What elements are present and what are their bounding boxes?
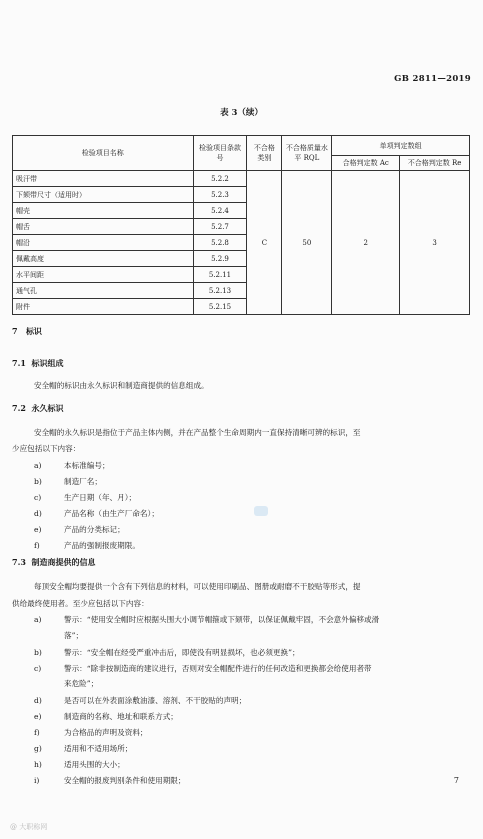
section-7-1-heading	[12, 358, 64, 369]
list-item: g) 适用和不适用场所；	[34, 744, 133, 753]
item-name: 水平间距	[13, 267, 194, 283]
section-7-3-heading	[12, 557, 96, 568]
section-title: 标识	[25, 326, 42, 336]
header-category: 不合格类别	[247, 136, 282, 171]
list-item: d) 产品名称（由生产厂命名）；	[34, 509, 159, 518]
item-name: 吸汗带	[13, 171, 194, 187]
section-number: 7.3	[12, 557, 26, 567]
item-name: 附件	[13, 299, 194, 315]
header-clause: 检验项目条款号	[193, 136, 247, 171]
section-number: 7	[12, 326, 18, 336]
item-clause: 5.2.4	[193, 203, 247, 219]
watermark: @ 大职称网	[10, 823, 48, 831]
section-7-2-heading	[12, 403, 64, 414]
standard-number: GB 2811—2019	[394, 74, 471, 84]
ac-cell: 2	[332, 171, 400, 315]
section-7-3-body-line2: 供给最终使用者。至少应包括以下内容：	[12, 599, 149, 608]
header-re: 不合格判定数 Re	[400, 156, 470, 171]
section-7-1-body: 安全帽的标识由永久标识和制造商提供的信息组成。	[34, 381, 209, 390]
item-name: 通气孔	[13, 283, 194, 299]
page-number: 7	[453, 776, 459, 785]
item-name: 帽舌	[13, 219, 194, 235]
list-item: e) 产品的分类标记；	[34, 525, 125, 534]
header-ac: 合格判定数 Ac	[332, 156, 400, 171]
list-item: b) 警示：“安全帽在经受严重冲击后，即使没有明显损坏，也必须更换”；	[34, 648, 300, 657]
inspection-table	[12, 135, 470, 315]
section-7-3-body-line1: 每顶安全帽均要提供一个含有下列信息的材料，可以使用印刷品、图册或耐磨不干胶贴等形式，提	[34, 582, 361, 591]
list-item: f) 产品的强制报废期限。	[34, 541, 140, 550]
item-clause: 5.2.2	[193, 171, 247, 187]
list-item: h) 适用头围的大小；	[34, 760, 125, 769]
list-item: i) 安全帽的报废判别条件和使用期限；	[34, 776, 186, 785]
header-rql: 不合格质量水平 RQL	[282, 136, 332, 171]
section-title: 永久标识	[31, 403, 64, 413]
section-title: 制造商提供的信息	[31, 557, 96, 567]
header-item-name: 检验项目名称	[13, 136, 194, 171]
stamp-mark	[254, 506, 268, 516]
table-caption: 表 3（续）	[220, 108, 263, 118]
section-7-heading	[12, 326, 42, 337]
list-item: d) 是否可以在外表面涂敷油漆、溶剂、不干胶贴的声明；	[34, 696, 247, 705]
item-name: 帽壳	[13, 203, 194, 219]
header-decision-group: 单项判定数组	[332, 136, 470, 156]
list-item-continuation: 落”；	[64, 631, 84, 640]
list-item: c) 警示：“除非按制造商的建议进行，否则对安全帽配件进行的任何改造和更换都会给使用者带	[34, 664, 372, 673]
item-clause: 5.2.11	[193, 267, 247, 283]
section-number: 7.1	[12, 358, 26, 368]
section-7-2-body-line1: 安全帽的永久标识是指位于产品主体内侧，并在产品整个生命周期内一直保持清晰可辨的标识，至	[34, 428, 361, 437]
item-name: 佩戴高度	[13, 251, 194, 267]
section-title: 标识组成	[31, 358, 64, 368]
item-clause: 5.2.8	[193, 235, 247, 251]
list-item: c) 生产日期（年、月）；	[34, 493, 137, 502]
re-cell: 3	[400, 171, 470, 315]
item-clause: 5.2.3	[193, 187, 247, 203]
section-number: 7.2	[12, 403, 26, 413]
list-item-continuation: 来危险”；	[64, 679, 99, 688]
list-item: f) 为合格品的声明及资料；	[34, 728, 148, 737]
section-7-2-body-line2: 少应包括以下内容：	[12, 444, 81, 453]
item-name: 帽沿	[13, 235, 194, 251]
list-item: a) 警示：“使用安全帽时应根据头围大小调节帽箍或下颏带，以保证佩戴牢固，不会意外偏移或滑	[34, 615, 380, 624]
category-cell: C	[247, 171, 282, 315]
table-row	[13, 171, 470, 187]
item-clause: 5.2.15	[193, 299, 247, 315]
list-item: b) 制造厂名；	[34, 477, 102, 486]
list-item: e) 制造商的名称、地址和联系方式；	[34, 712, 178, 721]
item-clause: 5.2.7	[193, 219, 247, 235]
item-clause: 5.2.9	[193, 251, 247, 267]
item-clause: 5.2.13	[193, 283, 247, 299]
rql-cell: 50	[282, 171, 332, 315]
item-name: 下颏带尺寸（适用时）	[13, 187, 194, 203]
list-item: a) 本标准编号；	[34, 461, 110, 470]
